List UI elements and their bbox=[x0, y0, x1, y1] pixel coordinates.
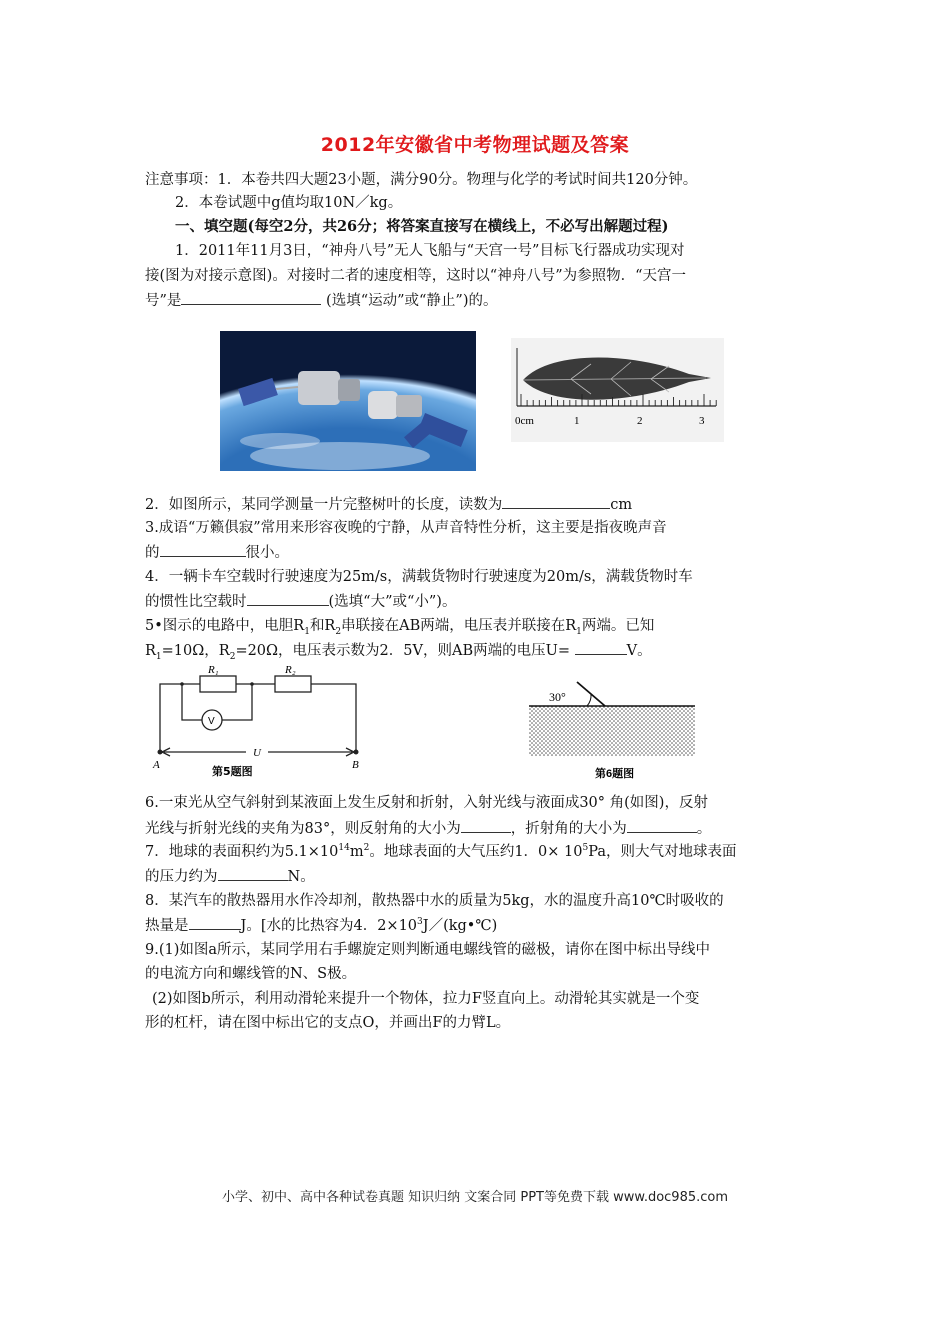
q7-answer-blank[interactable] bbox=[218, 866, 288, 881]
r2-label: R₂ bbox=[285, 664, 296, 676]
q7-exp-1: 14 bbox=[338, 843, 350, 854]
q7-text-c: 。地球表面的大气压约1．0× 10 bbox=[369, 844, 583, 860]
q5-sub-5: 2 bbox=[229, 651, 236, 662]
refraction-svg bbox=[525, 680, 700, 784]
leaf-ruler-photo bbox=[511, 338, 724, 442]
q1-answer-blank[interactable] bbox=[181, 290, 321, 305]
q3-answer-blank[interactable] bbox=[160, 542, 246, 557]
q5-sub-3: 1 bbox=[576, 626, 582, 637]
q5-answer-blank[interactable] bbox=[575, 640, 627, 655]
q4-text-a: 的惯性比空载时 bbox=[145, 594, 247, 610]
q8-answer-blank[interactable] bbox=[189, 915, 241, 930]
q8-text-b: J。[水的比热容为4．2×10 bbox=[240, 918, 418, 934]
q6-line-1: 6.一束光从空气斜射到某液面上发生反射和折射，入射光线与液面成30° 角(如图)，反射 bbox=[145, 795, 708, 811]
u-label: U bbox=[253, 747, 261, 759]
q6-line-2 bbox=[145, 818, 810, 839]
q1-text-b: (选填“运动”或“静止”)的。 bbox=[326, 293, 498, 309]
q5-sub-4: 1 bbox=[155, 651, 162, 662]
ruler-label-3: 3 bbox=[699, 415, 705, 427]
q6-refraction-blank[interactable] bbox=[627, 818, 697, 833]
q1-line-2: 接(图为对接示意图)。对接时二者的速度相等，这时以“神舟八号”为参照物．“天宫一 bbox=[145, 268, 687, 284]
circuit-diagram bbox=[150, 664, 370, 784]
q3-text-b: 很小。 bbox=[245, 545, 289, 561]
q4-line-2 bbox=[145, 591, 810, 612]
q8-text-a: 热量是 bbox=[145, 918, 189, 934]
page-footer: 小学、初中、高中各种试卷真题 知识归纳 文案合同 PPT等免费下载 www.doc985.com bbox=[221, 1190, 729, 1205]
q5-text-f: =10Ω，R bbox=[161, 643, 230, 659]
q2-line bbox=[145, 494, 810, 515]
q5-text-d: 两端。已知 bbox=[581, 618, 655, 634]
q5-text-c: 串联接在AB两端，电压表并联接在R bbox=[341, 618, 577, 634]
q6-text-b: ，折射角的大小为 bbox=[510, 821, 627, 837]
q4-text-b: (选填“大”或“小”)。 bbox=[328, 594, 457, 610]
q5-sub-2: 2 bbox=[335, 626, 342, 637]
q7-text-f: N。 bbox=[287, 869, 315, 885]
q5-line-2 bbox=[145, 640, 810, 661]
section-heading-1: 一、填空题(每空2分，共26分；将答案直接写在横线上，不必写出解题过程) bbox=[175, 218, 669, 235]
q2-answer-blank[interactable] bbox=[502, 494, 610, 509]
docking-illustration bbox=[220, 331, 476, 471]
q8-line-2 bbox=[145, 915, 810, 936]
angle-label: 30° bbox=[549, 690, 566, 704]
r1-label: R₁ bbox=[208, 664, 219, 676]
docking-image bbox=[220, 331, 476, 471]
q1-line-1: 1．2011年11月3日，“神舟八号”无人飞船与“天宫一号”目标飞行器成功实现对 bbox=[175, 243, 685, 259]
ruler-label-1: 1 bbox=[574, 415, 580, 427]
notes-line-1: 注意事项：1．本卷共四大题23小题，满分90分。物理与化学的考试时间共120分钟。 bbox=[145, 172, 698, 188]
q9-line-4: 形的杠杆，请在图中标出它的支点O，并画出F的力臂L。 bbox=[145, 1015, 511, 1031]
ruler-label-2: 2 bbox=[637, 415, 643, 427]
ruler-label-0: 0cm bbox=[515, 415, 534, 427]
refraction-diagram bbox=[525, 680, 700, 784]
q1-line-3 bbox=[145, 290, 810, 311]
q6-text-a: 光线与折射光线的夹角为83°，则反射角的大小为 bbox=[145, 821, 461, 837]
q3-line-1: 3.成语“万籁俱寂”常用来形容夜晚的宁静，从声音特性分析，这主要是指夜晚声音 bbox=[145, 520, 667, 536]
q7-line-1 bbox=[145, 842, 810, 862]
terminal-b-label: B bbox=[352, 759, 359, 771]
q2-text-b: cm bbox=[610, 497, 633, 513]
notes-line-2: 2．本卷试题中g值均取10N／kg。 bbox=[175, 195, 403, 211]
q7-line-2 bbox=[145, 866, 810, 887]
q5-sub-1: 1 bbox=[304, 626, 310, 637]
q9-line-3: (2)如图b所示，利用动滑轮来提升一个物体，拉力F竖直向上。动滑轮其实就是一个变 bbox=[152, 991, 700, 1007]
liquid-region bbox=[529, 706, 695, 756]
fig6-caption: 第6题图 bbox=[595, 768, 635, 780]
resistor-r1 bbox=[200, 676, 236, 692]
q9-line-2: 的电流方向和螺线管的N、S极。 bbox=[145, 966, 357, 982]
q5-text-h: V。 bbox=[626, 643, 652, 659]
q5-text-g: =20Ω，电压表示数为2．5V，则AB两端的电压U= bbox=[235, 643, 570, 659]
q7-text-d: Pa，则大气对地球表面 bbox=[588, 844, 737, 860]
page-title: 2012年安徽省中考物理试题及答案 bbox=[320, 134, 630, 156]
q8-line-1: 8．某汽车的散热器用水作冷却剂，散热器中水的质量为5kg，水的温度升高10℃时吸收的 bbox=[145, 893, 724, 909]
q2-text-a: 2．如图所示，某同学测量一片完整树叶的长度，读数为 bbox=[145, 497, 503, 513]
q5-text-b: 和R bbox=[309, 618, 336, 634]
voltmeter-label: V bbox=[208, 716, 215, 727]
q3-text-a: 的 bbox=[145, 545, 160, 561]
q8-exp-1: 3 bbox=[417, 917, 423, 928]
q9-line-1: 9.(1)如图a所示，某同学用右手螺旋定则判断通电螺线管的磁极，请你在图中标出导线中 bbox=[145, 942, 711, 958]
circuit-svg bbox=[150, 664, 370, 784]
q5-line-1 bbox=[145, 616, 810, 636]
q7-text-a: 7．地球的表面积约为5.1×10 bbox=[145, 844, 339, 860]
q7-text-e: 的压力约为 bbox=[145, 869, 218, 885]
q7-text-b: m bbox=[349, 844, 364, 860]
q4-answer-blank[interactable] bbox=[247, 591, 329, 606]
q4-line-1: 4．一辆卡车空载时行驶速度为25m/s，满载货物时行驶速度为20m/s，满载货物时车 bbox=[145, 569, 693, 585]
q5-text-e: R bbox=[145, 643, 156, 659]
fig5-caption: 第5题图 bbox=[212, 765, 253, 778]
q6-text-c: 。 bbox=[696, 821, 712, 837]
q6-reflection-blank[interactable] bbox=[461, 818, 511, 833]
terminal-a-label: A bbox=[153, 759, 160, 771]
q5-text-a: 5•图示的电路中，电胆R bbox=[145, 618, 305, 634]
q7-exp-2: 2 bbox=[363, 843, 370, 854]
q1-text-a: 号”是 bbox=[145, 293, 182, 309]
q7-exp-3: 5 bbox=[582, 843, 589, 854]
q8-text-c: J／(kg•℃) bbox=[422, 918, 498, 934]
resistor-r2 bbox=[275, 676, 311, 692]
leaf-ruler-image bbox=[511, 338, 724, 442]
q3-line-2 bbox=[145, 542, 810, 563]
